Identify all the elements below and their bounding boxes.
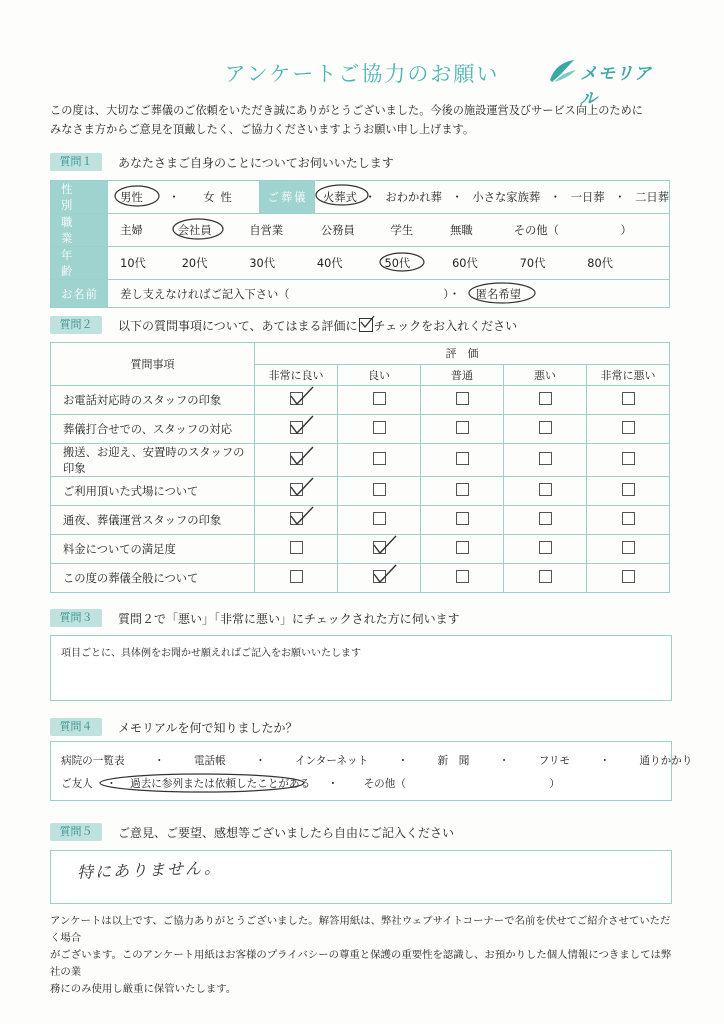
source-option[interactable]: フリモ xyxy=(538,755,571,767)
rating-row xyxy=(51,386,670,415)
job-option[interactable]: 公務員 xyxy=(320,224,355,237)
source-separator: ・ xyxy=(327,778,339,790)
question-4-options-box xyxy=(50,741,693,801)
funeral-separator: ・ xyxy=(364,191,376,204)
rating-checkbox[interactable] xyxy=(456,392,469,405)
rating-checkbox[interactable] xyxy=(539,570,552,583)
rating-checkbox[interactable] xyxy=(456,512,469,525)
circle-mark-icon xyxy=(466,279,538,307)
question-5-answer-box[interactable] xyxy=(50,850,672,904)
rating-row-label: 通夜、葬儀運営スタッフの印象 xyxy=(51,506,255,535)
job-option[interactable]: 学生 xyxy=(390,224,414,237)
funeral-option-text: 火葬式 xyxy=(322,191,357,204)
rating-checkbox[interactable] xyxy=(622,452,635,465)
rating-option-label: 非常に悪い xyxy=(587,364,670,386)
rating-cell xyxy=(587,506,670,535)
source-options-row-2 xyxy=(61,776,560,791)
rating-option-label: 良い xyxy=(338,364,421,386)
source-option[interactable]: 新 聞 xyxy=(437,755,470,767)
intro-text xyxy=(50,101,680,139)
rating-cell xyxy=(421,477,504,506)
source-option[interactable]: 通りかかり xyxy=(639,755,693,767)
job-option-other-close: ） xyxy=(620,224,632,237)
question-5-text: ご意見、ご要望、感想等ございましたら自由にご記入ください xyxy=(118,826,455,840)
rating-table xyxy=(50,342,670,593)
source-separator: ・ xyxy=(106,778,117,790)
funeral-option-owakare[interactable]: おわかれ葬 xyxy=(385,191,442,204)
rating-row xyxy=(51,506,670,535)
rating-checkbox[interactable] xyxy=(539,512,552,525)
circle-mark-icon xyxy=(112,182,162,210)
gender-cell xyxy=(108,181,259,214)
funeral-cell xyxy=(314,181,669,214)
funeral-option-futsuka[interactable]: 二日葬 xyxy=(635,191,669,204)
rating-cell xyxy=(504,506,587,535)
check-mark-icon xyxy=(373,564,397,584)
gender-male-text: 男性 xyxy=(120,191,143,204)
rating-cell xyxy=(504,444,587,477)
rating-cell xyxy=(421,386,504,415)
gender-male-option[interactable] xyxy=(120,189,143,205)
rating-checkbox[interactable] xyxy=(622,541,635,554)
rating-cell xyxy=(255,564,338,593)
circle-mark-icon xyxy=(170,215,226,243)
footer-note xyxy=(50,913,680,998)
rating-checkbox[interactable] xyxy=(373,483,386,496)
footer-line: がございます。このアンケート用紙はお客様のプライバシーの尊重と保護の重要性を認識し、お預かりした個人情報につきましては弊社の業 xyxy=(50,949,672,978)
rating-checkbox[interactable] xyxy=(622,421,635,434)
rating-cell xyxy=(587,535,670,564)
rating-checkbox[interactable] xyxy=(539,421,552,434)
rating-row xyxy=(51,477,670,506)
circle-mark-icon xyxy=(96,771,311,795)
check-mark-icon xyxy=(290,506,314,526)
name-close: ）・ xyxy=(443,287,461,301)
question-3-badge: 質問３ xyxy=(50,609,102,627)
source-separator: ・ xyxy=(498,755,510,767)
rating-cell xyxy=(421,564,504,593)
brand-logo xyxy=(548,58,668,109)
check-mark-icon xyxy=(373,535,397,555)
name-instruction: 差し支えなければご記入下さい（ xyxy=(120,287,290,301)
check-mark-icon xyxy=(290,446,314,466)
job-option[interactable]: 主婦 xyxy=(120,224,143,237)
footer-line: アンケートは以上です、ご協力ありがとうございました。解答用紙は、弊社ウェブサイトコーナーで名前を伏せてご紹介させていただく場合 xyxy=(50,915,671,944)
job-label: 職 業 xyxy=(51,214,108,247)
age-option-selected[interactable] xyxy=(385,255,449,271)
question-4-text: メモリアルを何で知りましたか？ xyxy=(118,721,298,735)
rating-cell xyxy=(255,506,338,535)
rating-checkbox[interactable] xyxy=(373,421,386,434)
question-5-badge: 質問５ xyxy=(50,823,102,841)
rating-row xyxy=(51,444,670,477)
checkbox-example-icon xyxy=(359,318,373,332)
source-option[interactable]: ご友人 xyxy=(61,778,93,790)
circle-mark-icon xyxy=(313,181,371,209)
name-label: お名前 xyxy=(51,280,108,308)
rating-checkbox[interactable] xyxy=(456,452,469,465)
rating-row-label: お電話対応時のスタッフの印象 xyxy=(51,386,255,415)
rating-row-label: 葬儀打合せでの、スタッフの対応 xyxy=(51,415,255,444)
rating-checkbox[interactable] xyxy=(539,392,552,405)
handwritten-answer: 特にありません。 xyxy=(76,857,223,882)
rating-checkbox[interactable] xyxy=(456,483,469,496)
source-option[interactable]: インターネット xyxy=(295,755,369,767)
funeral-option-kazokusou[interactable]: 小さな家族葬 xyxy=(472,191,541,204)
age-cell xyxy=(108,247,670,280)
age-option-text: 50代 xyxy=(384,257,411,270)
age-option[interactable]: 30代 xyxy=(249,257,275,270)
rating-checkbox[interactable] xyxy=(290,570,303,583)
question-2-badge: 質問２ xyxy=(50,316,102,334)
rating-cell xyxy=(338,444,421,477)
rating-cell xyxy=(338,386,421,415)
funeral-separator: ・ xyxy=(549,191,562,204)
rating-cell xyxy=(587,415,670,444)
source-separator: ・ xyxy=(255,755,266,767)
question-2-text-b: チェックをお入れください xyxy=(373,319,518,333)
question-2-text-a: 以下の質問事項について、あてはまる評価に xyxy=(118,319,358,333)
rating-cell xyxy=(255,477,338,506)
rating-checkbox[interactable] xyxy=(456,421,469,434)
job-option-text: 会社員 xyxy=(177,224,212,237)
check-mark-icon xyxy=(290,477,314,497)
funeral-option-ichinichi[interactable]: 一日葬 xyxy=(570,191,605,204)
rating-cell xyxy=(587,444,670,477)
rating-checkbox[interactable] xyxy=(622,570,635,583)
age-option[interactable]: 80代 xyxy=(587,257,613,270)
leaf-logo-icon xyxy=(548,58,578,84)
rating-option-label: 普通 xyxy=(421,364,504,386)
rating-checkbox[interactable] xyxy=(373,452,386,465)
circle-mark-icon xyxy=(377,248,427,276)
rating-option-label: 悪い xyxy=(504,364,587,386)
rating-cell xyxy=(255,386,338,415)
source-option[interactable]: 電話帳 xyxy=(193,755,226,767)
rating-checkbox[interactable] xyxy=(539,452,552,465)
rating-row-label: この度の葬儀全般について xyxy=(51,564,255,593)
rating-cell xyxy=(338,506,421,535)
question-3-answer-box[interactable] xyxy=(50,635,672,701)
age-option[interactable]: 20代 xyxy=(181,257,208,270)
rating-cell xyxy=(504,415,587,444)
funeral-label: ご葬儀 xyxy=(259,181,314,214)
source-separator: ・ xyxy=(397,755,409,767)
source-option-other[interactable]: その他（ xyxy=(363,778,406,790)
rating-cell xyxy=(255,415,338,444)
rating-col-header: 評 価 xyxy=(255,343,670,365)
rating-row xyxy=(51,415,670,444)
rating-cell xyxy=(255,444,338,477)
rating-cell xyxy=(421,415,504,444)
rating-cell xyxy=(504,564,587,593)
funeral-option-kasoushiki[interactable] xyxy=(323,189,357,205)
rating-row-label: 搬送、お迎え、安置時のスタッフの印象 xyxy=(51,444,255,477)
footer-line: 務にのみ使用し厳重に保管いたします。 xyxy=(50,983,237,995)
anonymous-option[interactable] xyxy=(476,286,521,302)
rating-option-label: 非常に良い xyxy=(255,364,338,386)
rating-cell xyxy=(255,535,338,564)
age-option[interactable]: 40代 xyxy=(316,257,343,270)
brand-logo-text: メモリアル xyxy=(580,64,652,109)
rating-checkbox[interactable] xyxy=(456,541,469,554)
question-2-text xyxy=(118,317,517,334)
source-separator: ・ xyxy=(153,755,165,767)
job-cell xyxy=(108,214,670,247)
question-3-text: 質問２で「悪い」「非常に悪い」にチェックされた方に伺います xyxy=(118,612,460,626)
rating-checkbox[interactable] xyxy=(456,570,469,583)
rating-cell xyxy=(421,444,504,477)
check-mark-icon xyxy=(290,415,314,435)
rating-checkbox[interactable] xyxy=(373,512,386,525)
gender-separator: ・ xyxy=(168,191,180,204)
question-1-badge: 質問１ xyxy=(50,153,102,171)
age-label: 年 齢 xyxy=(51,247,108,280)
job-option-selected[interactable] xyxy=(178,222,236,238)
rating-cell xyxy=(504,477,587,506)
rating-checkbox[interactable] xyxy=(622,483,635,496)
rating-cell xyxy=(421,535,504,564)
age-option[interactable]: 60代 xyxy=(452,257,478,270)
job-option[interactable]: 自営業 xyxy=(249,224,284,237)
rating-col-item: 質問事項 xyxy=(51,343,255,386)
anonymous-text: 匿名希望 xyxy=(475,287,521,301)
source-option-other-close: ） xyxy=(549,778,560,790)
page-title: アンケートご協力のお願い xyxy=(224,62,500,86)
source-option[interactable]: 病院の一覧表 xyxy=(61,755,125,767)
gender-label: 性 別 xyxy=(51,181,108,214)
rating-checkbox[interactable] xyxy=(290,541,303,554)
name-cell xyxy=(108,280,670,308)
rating-cell xyxy=(338,535,421,564)
question-4-badge: 質問４ xyxy=(50,718,102,736)
gender-female-option[interactable]: 女性 xyxy=(203,191,238,204)
question-3-hint: 項目ごとに、具体例をお聞かせ願えればご記入をお願いいたします xyxy=(61,648,361,659)
check-mark-icon xyxy=(359,314,375,330)
job-option[interactable]: 無職 xyxy=(450,224,473,237)
rating-cell xyxy=(338,477,421,506)
rating-checkbox[interactable] xyxy=(539,483,552,496)
rating-checkbox[interactable] xyxy=(539,541,552,554)
question-1-text: あなたさまご自身のことについてお伺いいたします xyxy=(118,156,394,170)
age-option[interactable]: 70代 xyxy=(519,257,546,270)
funeral-separator: ・ xyxy=(614,191,626,204)
profile-table xyxy=(50,180,670,308)
rating-row xyxy=(51,564,670,593)
rating-checkbox[interactable] xyxy=(622,512,635,525)
rating-cell xyxy=(504,535,587,564)
age-option[interactable]: 10代 xyxy=(120,257,146,270)
check-mark-icon xyxy=(290,386,314,406)
rating-cell xyxy=(587,564,670,593)
rating-cell xyxy=(421,506,504,535)
source-separator: ・ xyxy=(599,755,611,767)
source-option-selected[interactable] xyxy=(106,776,310,791)
rating-cell xyxy=(587,477,670,506)
source-option-text: 過去に参列または依頼したことがある xyxy=(130,778,311,790)
source-options-row-1 xyxy=(61,753,692,768)
rating-cell xyxy=(587,386,670,415)
rating-row xyxy=(51,535,670,564)
rating-row-label: ご利用頂いた式場について xyxy=(51,477,255,506)
job-option-other[interactable]: その他（ xyxy=(513,224,559,237)
rating-cell xyxy=(504,386,587,415)
rating-row-label: 料金についての満足度 xyxy=(51,535,255,564)
funeral-separator: ・ xyxy=(451,191,463,204)
intro-line: みなさま方からご意見を頂戴したく、ご協力くださいますようお願い申し上げます。 xyxy=(50,123,475,136)
rating-checkbox[interactable] xyxy=(622,392,635,405)
rating-checkbox[interactable] xyxy=(373,392,386,405)
rating-cell xyxy=(338,415,421,444)
rating-cell xyxy=(338,564,421,593)
intro-line: この度は、大切なご葬儀のご依頼をいただき誠にありがとうございました。今後の施設運営及びサービス向上のために xyxy=(50,104,643,117)
